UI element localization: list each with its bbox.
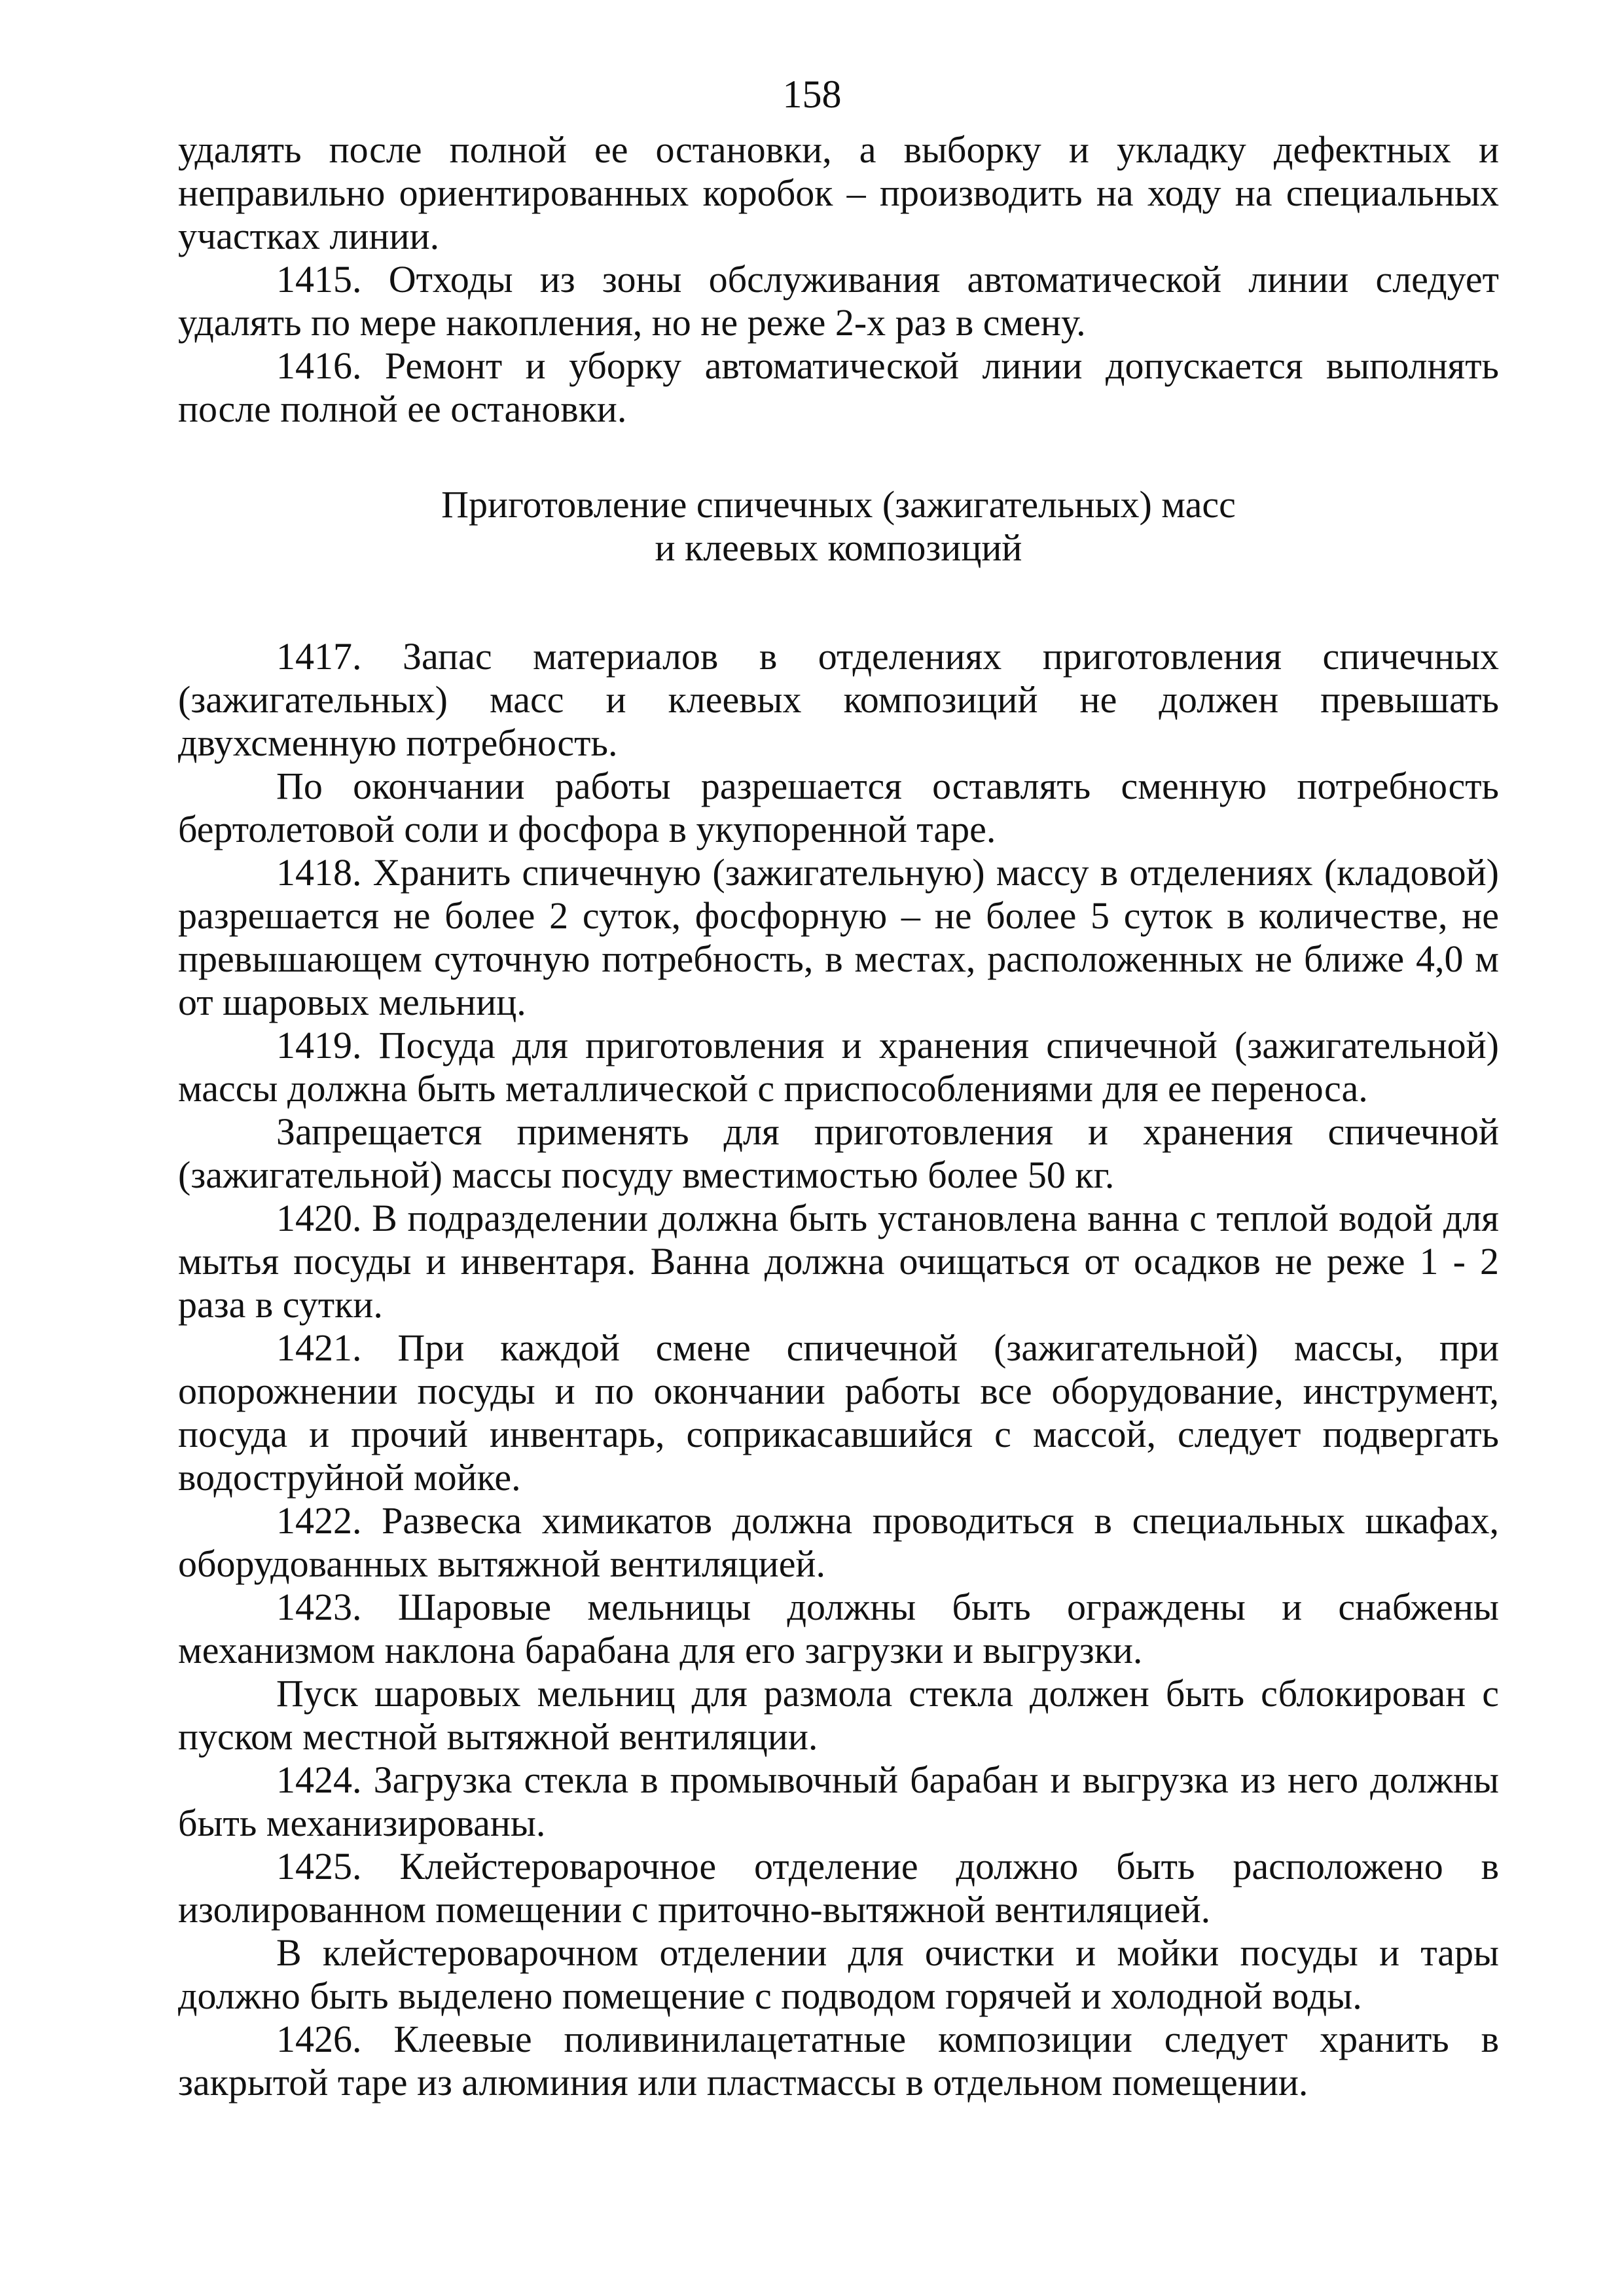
paragraph-1419-note: Запрещается применять для приготовления и хранения спичечной (зажигательной) массы посуду вместимостью более 50 кг. — [178, 1110, 1499, 1196]
section-heading — [178, 483, 1499, 570]
section-heading-line-2: и клеевых композиций — [655, 526, 1022, 569]
paragraph-1420: 1420. В подразделении должна быть установлена ванна с теплой водой для мытья посуды и инвентаря. Ванна должна очищаться от осадков не реже 1 - 2 раза в сутки. — [178, 1197, 1499, 1326]
paragraph-1425-note: В клейстероварочном отделении для очистки и мойки посуды и тары должно быть выделено помещение с подводом горячей и холодной воды. — [178, 1931, 1499, 2017]
paragraph-1423-note: Пуск шаровых мельниц для размола стекла должен быть сблокирован с пуском местной вытяжной вентиляции. — [178, 1672, 1499, 1758]
document-body — [178, 128, 1499, 2104]
page-number: 158 — [782, 73, 842, 116]
paragraph-1421: 1421. При каждой смене спичечной (зажигательной) массы, при опорожнении посуды и по окончании работы все оборудование, инструмент, посуда и прочий инвентарь, соприкасавшийся с массой, следует подвергать водоструйной мойке. — [178, 1326, 1499, 1499]
paragraph-1422: 1422. Развеска химикатов должна проводиться в специальных шкафах, оборудованных вытяжной вентиляцией. — [178, 1499, 1499, 1585]
paragraph-continued: удалять после полной ее остановки, а выборку и укладку дефектных и неправильно ориентированных коробок – производить на ходу на специальных участках линии. — [178, 128, 1499, 257]
paragraph-1425: 1425. Клейстероварочное отделение должно быть расположено в изолированном помещении с приточно-вытяжной вентиляцией. — [178, 1845, 1499, 1931]
paragraph-1418: 1418. Хранить спичечную (зажигательную) массу в отделениях (кладовой) разрешается не более 2 суток, фосфорную – не более 5 суток в количестве, не превышающем суточную потребность, в местах, расположенных не ближе 4,0 м от шаровых мельниц. — [178, 851, 1499, 1023]
paragraph-1426: 1426. Клеевые поливинилацетатные композиции следует хранить в закрытой таре из алюминия или пластмассы в отдельном помещении. — [178, 2018, 1499, 2104]
paragraph-1423: 1423. Шаровые мельницы должны быть ограждены и снабжены механизмом наклона барабана для его загрузки и выгрузки. — [178, 1586, 1499, 1671]
paragraph-1417: 1417. Запас материалов в отделениях приготовления спичечных (зажигательных) масс и клеевых композиций не должен превышать двухсменную потребность. — [178, 635, 1499, 764]
paragraph-1416: 1416. Ремонт и уборку автоматической линии допускается выполнять после полной ее остановки. — [178, 344, 1499, 430]
section-heading-line-1: Приготовление спичечных (зажигательных) масс — [441, 483, 1236, 526]
paragraph-1419: 1419. Посуда для приготовления и хранения спичечной (зажигательной) массы должна быть металлической с приспособлениями для ее переноса. — [178, 1024, 1499, 1110]
paragraph-1415: 1415. Отходы из зоны обслуживания автоматической линии следует удалять по мере накопления, но не реже 2-х раз в смену. — [178, 258, 1499, 344]
paragraph-1417-note: По окончании работы разрешается оставлять сменную потребность бертолетовой соли и фосфора в укупоренной таре. — [178, 765, 1499, 850]
paragraph-1424: 1424. Загрузка стекла в промывочный барабан и выгрузка из него должны быть механизированы. — [178, 1758, 1499, 1844]
